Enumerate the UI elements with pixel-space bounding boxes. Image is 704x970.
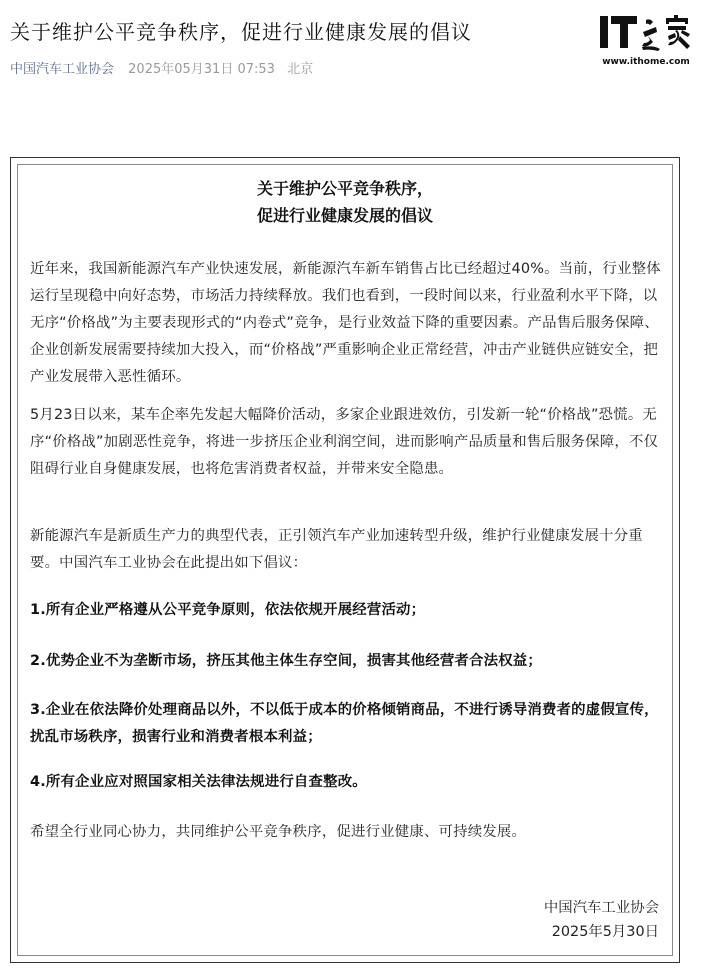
publish-location: 北京 — [287, 62, 314, 77]
closing-paragraph: 希望全行业同心协力，共同维护公平竞争秩序，促进行业健康、可持续发展。 — [30, 824, 527, 840]
proposal-4: 4.所有企业应对照国家相关法律法规进行自查整改。 — [30, 774, 367, 790]
proposal-3: 3.企业在依法降价处理商品以外，不以低于成本的价格倾销商品，不进行诱导消费者的虚假宣传，扰乱市场秩序，损害行业和消费者根本利益； — [30, 702, 659, 745]
paragraph-1: 近年来，我国新能源汽车产业快速发展，新能源汽车新车销售占比已经超过40%。当前，行业整体运行呈现稳中向好态势，市场活力持续释放。我们也看到，一段时间以来，行业盈利水平下降，以无序“价格战”为主要表现形式的“内卷式”竞争，是行业效益下降的重要因素。产品售后服务保障、企业创新发展需要持续加大投入，而“价格战”严重影响企业正常经营，冲击产业链供应链安全，把产业发展带入恶性循环。 — [30, 261, 661, 385]
article-title: 关于维护公平竞争秩序，促进行业健康发展的倡议 — [10, 20, 472, 44]
document-title-line2: 促进行业健康发展的倡议 — [256, 206, 433, 225]
ithome-logo-icon — [598, 12, 694, 52]
proposal-2: 2.优势企业不为垄断市场，挤压其他主体生存空间，损害其他经营者合法权益； — [30, 653, 542, 669]
paragraph-3: 新能源汽车是新质生产力的典型代表，正引领汽车产业加速转型升级，维护行业健康发展十分重要。中国汽车工业协会在此提出如下倡议： — [30, 528, 643, 571]
document-title-line1: 关于维护公平竞争秩序， — [256, 179, 433, 198]
account-name-link[interactable]: 中国汽车工业协会 — [10, 62, 115, 77]
signature-organization: 中国汽车工业协会 — [543, 900, 659, 916]
logo-url: www.ithome.com — [602, 57, 690, 67]
signature-date: 2025年5月30日 — [551, 924, 659, 940]
paragraph-2: 5月23日以来，某车企率先发起大幅降价活动，多家企业跟进效仿，引发新一轮“价格战”恐慌。无序“价格战”加剧恶性竞争，将进一步挤压企业利润空间，进而影响产品质量和售后服务保障，不仅阻碍行业自身健康发展，也将危害消费者权益，并带来安全隐患。 — [30, 407, 659, 477]
publish-date: 2025年05月31日 07:53 — [128, 62, 275, 77]
ithome-logo — [598, 12, 694, 72]
article-meta — [10, 60, 313, 80]
proposal-1: 1.所有企业严格遵从公平竞争原则，依法依规开展经营活动； — [30, 602, 426, 618]
